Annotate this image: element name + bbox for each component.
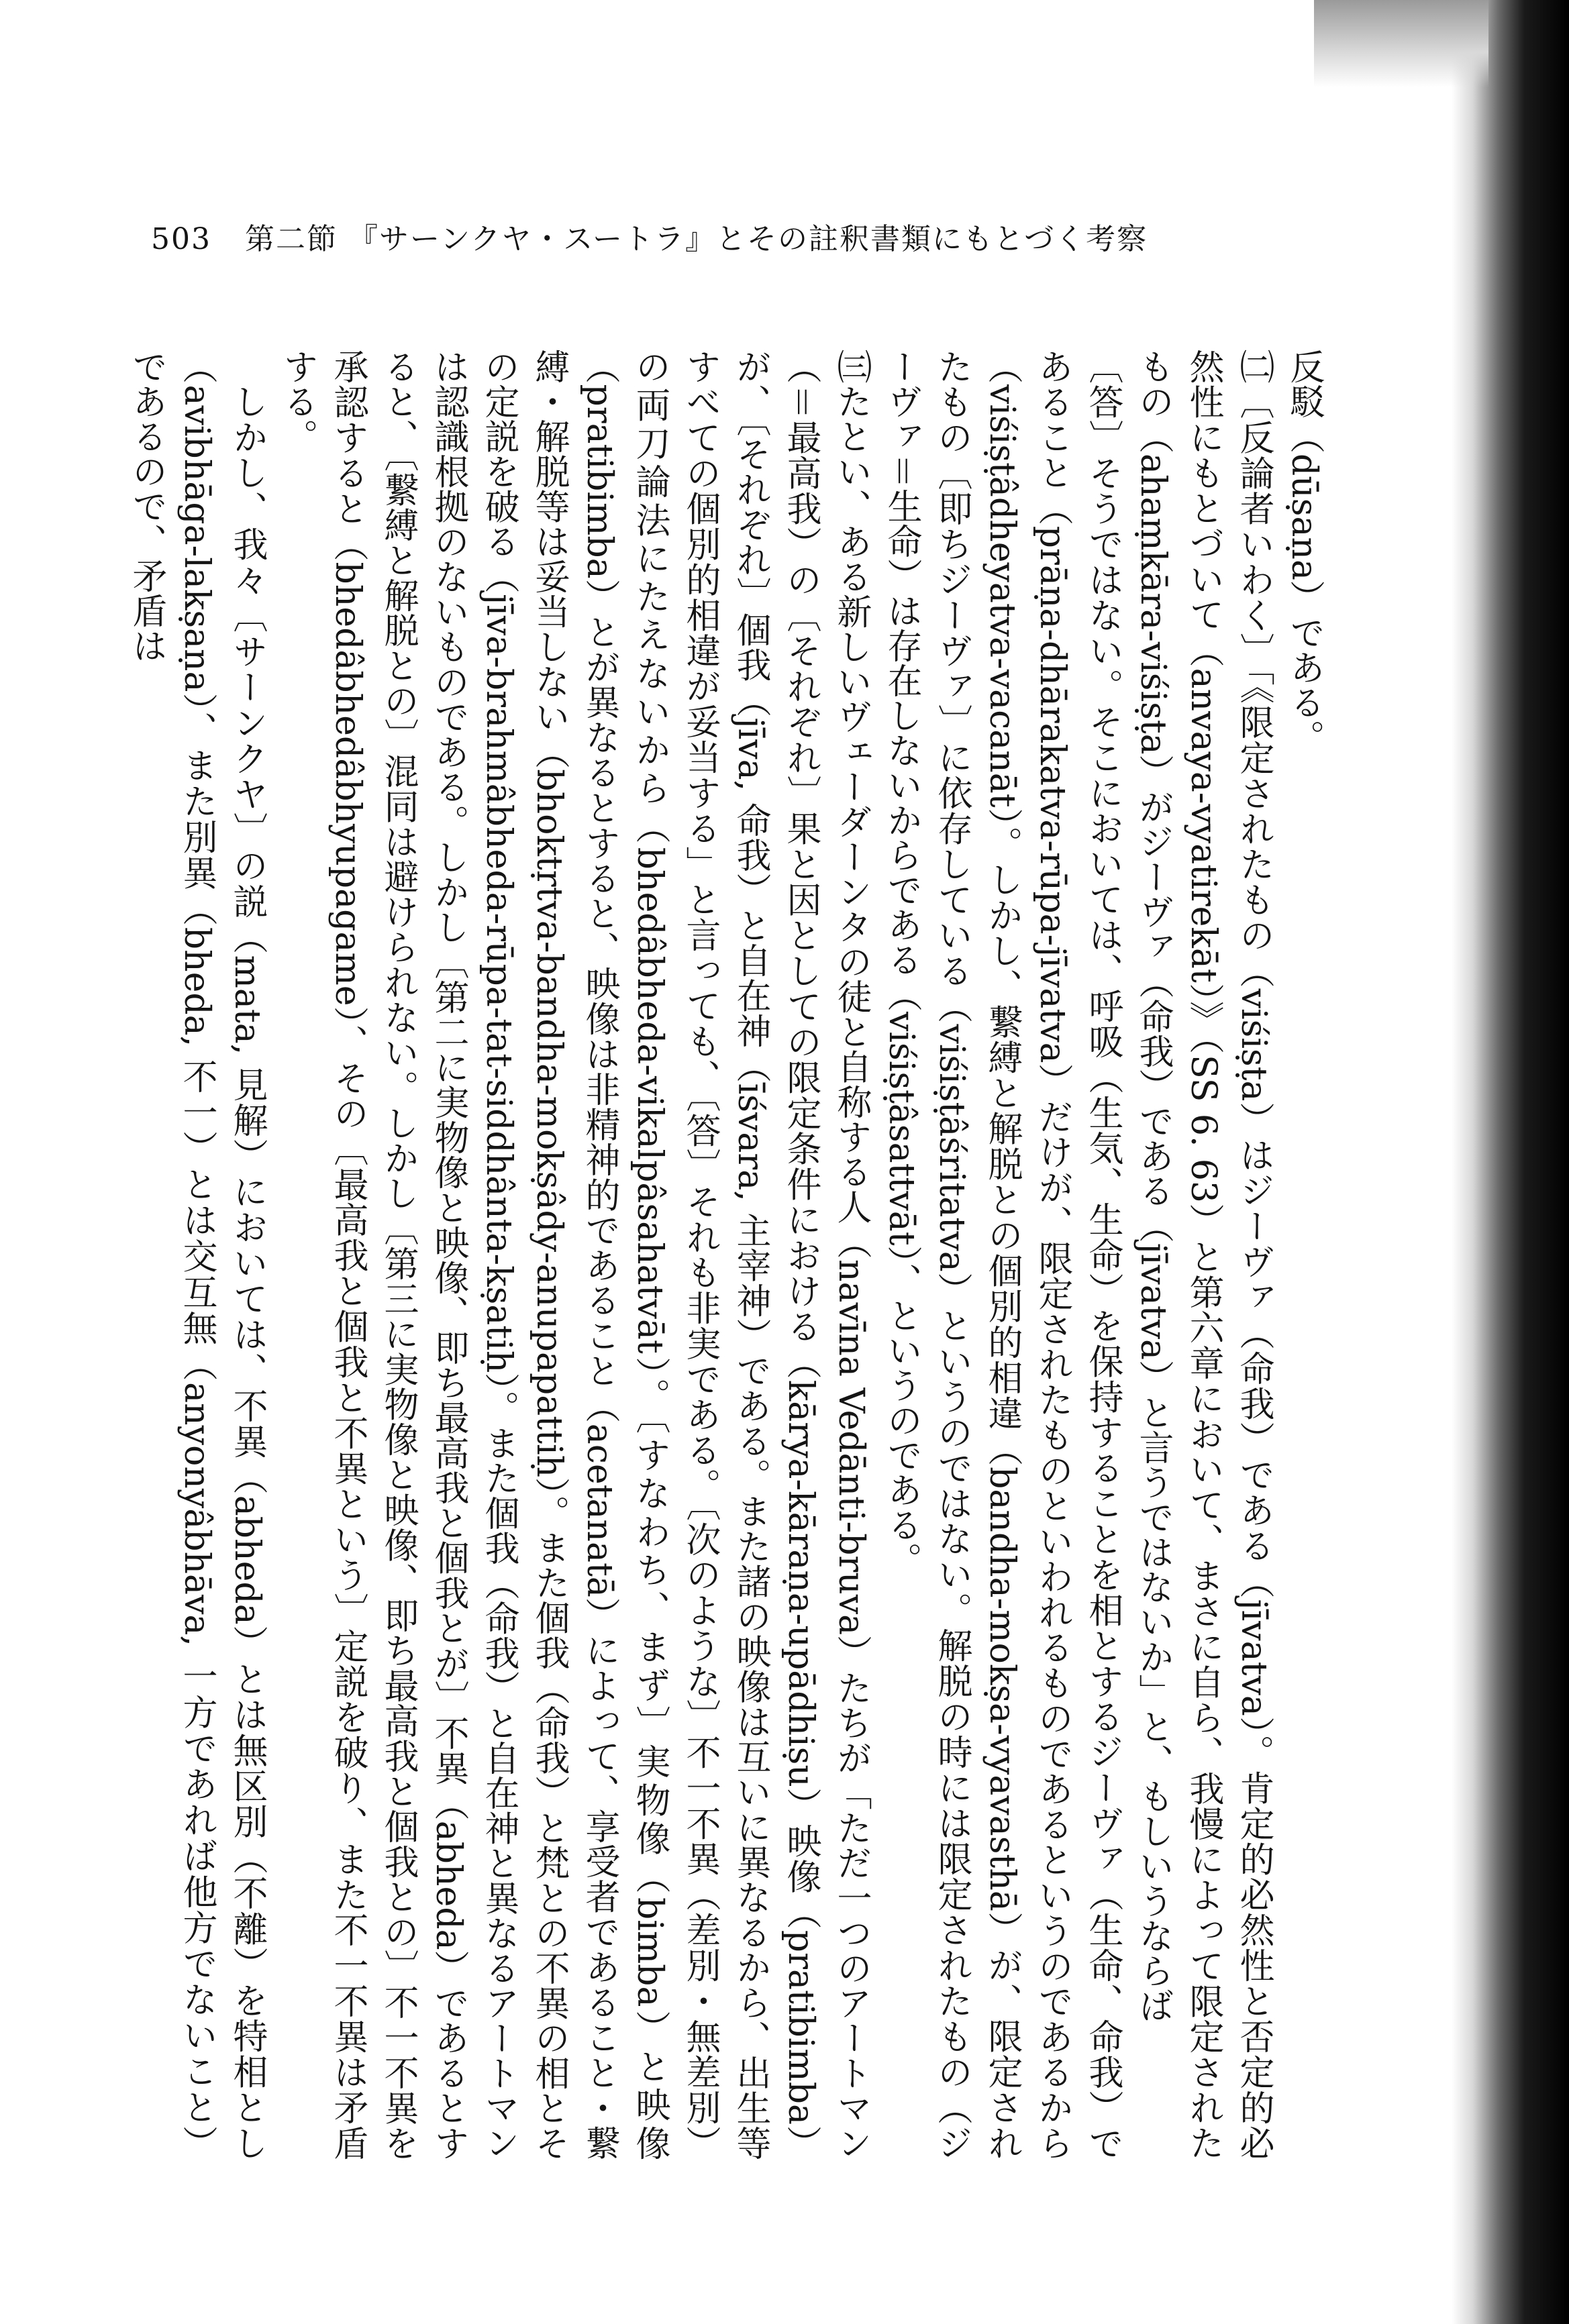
section-title: 第二節 『サーンクヤ・スートラ』とその註釈書類にもとづく考察 (245, 222, 1148, 256)
paragraph-objection-3: ㈢たとい、ある新しいヴェーダーンタの徒と自称する人（navīna Vedānti-bruva）たちが「ただ一つのアートマン（＝最高我）の〔それぞれ〕果と因としての限定条件における（kārya-kāraṇa-upādhiṣu）映像（pratibimba）が、〔それぞれ〕個我（jīva, 命我）と自在神（īśvara, 主宰神）である。また諸の映像は互いに異なるから、出生等すべての個別的相違が妥当する」と言っても、〔答〕それも非実である。〔次のような〕不一不異（差別・無差別）の両刀論法にたえないから（bhedâbheda-vikalpâsahatvāt）。〔すなわち、まず〕実物像（bimba）と映像（pratibimba）とが異なるとすると、映像は非精神的であること（acetanatā）によって、享受者であること・繋縛・解脱等は妥当しない（bhoktṛtva-bandha-mokṣâdy-anupapattiḥ）。また個我（命我）と梵との不異の相とその定説を破る（jīva-brahmâbheda-rūpa-tat-siddhânta-kṣatiḥ）。また個我（命我）と自在神と異なるアートマンは認識根拠のないものである。しかし〔第二に実物像と映像、即ち最高我と個我とが〕不異（abheda）であるとすると、〔繋縛と解脱との〕混同は避けられない。しかし〔第三に実物像と映像、即ち最高我と個我との〕不一不異を承認すると（bhedâbhedâbhyupagame）、その〔最高我と個我と不異という〕定説を破り、また不一不異は矛盾する。 (277, 349, 871, 2161)
scan-gutter-shadow (1452, 0, 1569, 2324)
running-header (151, 215, 1148, 258)
scan-corner-shadow (1314, 0, 1488, 87)
paragraph-objection-2: ㈡〔反論者いわく〕「《限定されたもの（viśiṣṭa）はジーヴァ（命我）である（jīvatva）。肯定的必然性と否定的必然性にもとづいて（anvaya-vyatirekāt）》（SS 6. 63）と第六章において、まさに自ら、我慢によって限定されたもの（ahaṃkāra-viśiṣṭa）がジーヴァ（命我）である（jīvatva）と言うではないか」と、もしいうならば (1133, 349, 1274, 2160)
paragraph-answer: 〔答〕そうではない。そこにおいては、呼吸（生気、生命）を保持することを相とするジーヴァ（生命、命我）であること（prāṇa-dhārakatva-rūpa-jīvatva）だけが、限定されたものといわれるものであるというのであるから（viśiṣṭâdheyatva-vacanāt）。しかし、繋縛と解脱との個別的相違（bandha-mokṣa-vyavasthā）が、限定されたもの〔即ちジーヴァ〕に依存している（viśiṣṭâśritatva）というのではない。解脱の時には限定されたもの（ジーヴァ＝生命）は存在しないからである（viśiṣṭâsattvāt）、というのである。 (881, 349, 1123, 2161)
paragraph-samkhya-view: しかし、我々〔サーンクヤ〕の説（mata, 見解）においては、不異（abheda）とは無区別（不離）を特相とし（avibhāga-lakṣaṇa）、また別異（bheda, 不一）とは交互無（anyonyâbhāva, 一方であれば他方でないこと）であるので、矛盾は (126, 349, 267, 2160)
vertical-text-body (126, 349, 1329, 2161)
paragraph-heading: 反駁（dūṣaṇa）である。 (1284, 349, 1324, 755)
page-number: 503 (151, 222, 211, 256)
